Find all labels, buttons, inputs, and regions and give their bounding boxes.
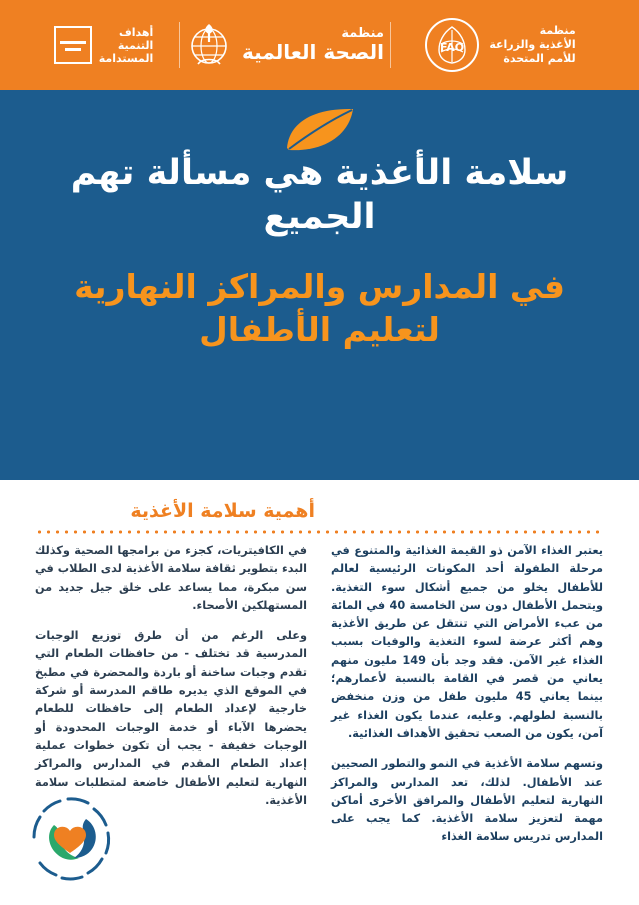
sdg-logo-line2: التنمية: [117, 38, 154, 52]
sdg-logo-line1: أهداف: [118, 25, 154, 39]
logo-bar: [0, 0, 639, 90]
text-columns: [35, 542, 603, 859]
paragraph: وعلى الرغم من أن طرق توزيع الوجبات المدرسية قد تختلف - من حافظات الطعام التي تقدم وجبات ساخنة أو باردة والمحضرة في مطبخ في الموقع الذي يديره طاقم المدرسة أو شركة خارجية لإعداد الطعام إلى حافظات للطعام يحضرها الآباء أو خدمة الوجبات المحدودة أو الوجبات خفيفة - يجب أن تكون خطوات عملية إعداد الطعام المقدم في المدارس والمراكز النهارية لتعليم الأطفال خاضعة لمتطلبات سلامة الأغذية.: [35, 629, 307, 807]
hands-heart-logo: [24, 791, 116, 883]
who-logo: [180, 0, 390, 90]
paragraph: وتسهم سلامة الأغذية في النمو والتطور الصحيين عند الأطفال. لذلك، تعد المدارس والمراكز النهارية لتعليم الأطفال والمرافق الأخرى أماكن مهمة لتعزيز سلامة الأغذية. كما يجب على المدارس تدريس سلامة الغذاء: [331, 757, 603, 844]
fao-logo: [391, 0, 611, 90]
sdg-logo-line3: المستدامة: [98, 51, 154, 65]
leaf-icon: [283, 106, 357, 154]
hero-banner: [0, 90, 639, 480]
fao-emblem-icon: [425, 18, 479, 72]
fao-logo-line3: للأمم المتحدة: [503, 51, 576, 65]
who-logo-line2: الصحة العالمية: [242, 40, 384, 65]
fao-logo-line2: الأغذية والزراعة: [489, 38, 576, 52]
column-right: [331, 542, 603, 859]
who-logo-line1: منظمة: [341, 25, 384, 41]
sdg-logo: [29, 0, 179, 90]
page-title: سلامة الأغذية هي مسألة تهم الجميع: [70, 153, 569, 237]
fao-logo-line1: منظمة: [539, 24, 576, 38]
page-subtitle: في المدارس والمراكز النهارية لتعليم الأطفال: [74, 267, 565, 349]
paragraph: في الكافيتريات، كجزء من برامجها الصحية وكذلك البدء بتطوير ثقافة سلامة الأغذية لدى الطلاب في سن مبكرة، مما يساعد على خلق جيل جديد من المستهلكين الأصحاء.: [35, 544, 307, 612]
who-emblem-icon: [185, 20, 233, 70]
section-heading: أهمية سلامة الأغذية: [130, 500, 315, 522]
dotted-divider: [35, 530, 603, 534]
paragraph: يعتبر الغذاء الآمن ذو القيمة الغذائية والمتنوع في مرحلة الطفولة أحد المكونات الرئيسية لعالم للأطفال يخلو من جميع أشكال سوء التغذية. ويتحمل الأطفال دون سن الخامسة 40 في المائة من عبء الأمراض التي تنتقل عن طريق الأغذية وهم أكثر عرضة لسوء التغذية والوفيات بسبب الغذاء غير الآمن. فقد وجد بأن 149 مليون منهم يعاني من قصر في القامة بالنسبة لأعمارهم؛ بينما يعاني 45 مليون طفل من وزن منخفض بالنسبة لطولهم. وعليه، عندما يكون الغذاء غير آمن، يكون من الصعب تحقيق الأهداف الغذائية.: [331, 544, 604, 740]
svg-text:FAO: FAO: [440, 41, 465, 54]
sdg-emblem-icon: [54, 26, 92, 64]
body-section: [0, 480, 639, 905]
